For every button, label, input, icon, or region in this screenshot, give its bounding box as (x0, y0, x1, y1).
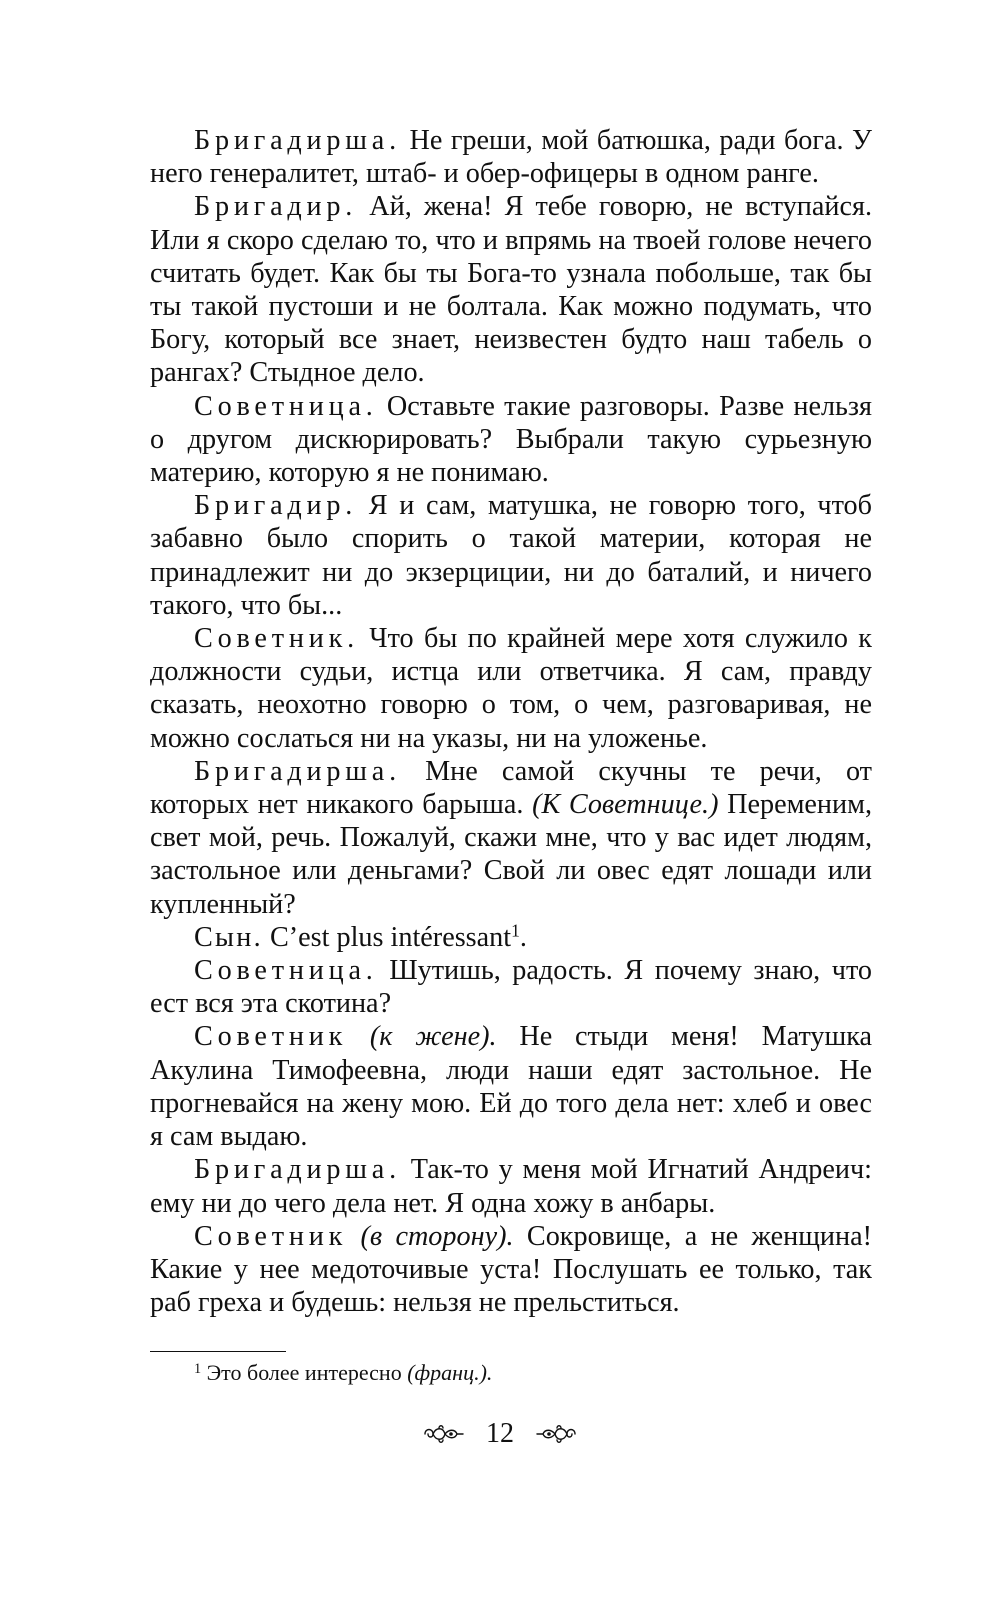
speaker-name: Бригадир. (194, 490, 358, 522)
footnote-language-note: (франц.). (407, 1360, 493, 1385)
dialogue-line (150, 755, 872, 921)
dialogue-text: C’est plus intéressant (262, 921, 512, 953)
dialogue-text: Не греши, мой батюшка, ради бога. У него генералитет, штаб- и обер-офицеры в одном ранге. (150, 125, 872, 190)
speaker-name: Советница. (194, 955, 378, 987)
dialogue-text: Шутишь, радость. Я почему знаю, что ест вся эта скотина? (150, 955, 872, 1020)
ornament-flourish-icon (535, 1423, 579, 1445)
page-body (150, 124, 872, 1319)
speaker-name: Советник (194, 1220, 348, 1252)
dialogue-line (150, 1020, 872, 1153)
speaker-name: Советник. (194, 623, 359, 655)
dialogue-line (150, 1220, 872, 1320)
footnote-text: Это более интересно (201, 1360, 408, 1385)
dialogue-line (150, 1153, 872, 1219)
dialogue-text: Не стыди меня! Матушка Акулина Тимофеевна, люди наши едят застольное. Не прогневайся на жену мою. Ей до того дела нет: хлеб и овес я сам выдаю. (150, 1021, 872, 1153)
dialogue-line (150, 954, 872, 1020)
dialogue-line (150, 124, 872, 190)
speaker-name: Бригадирша. (194, 125, 401, 156)
dialogue-text: Переменим, свет мой, речь. Пожалуй, скажи мне, что у вас идет людям, застольное или деньгами? Свой ли овес едят лошади или купленный? (150, 789, 872, 920)
speaker-name: Советница. (194, 390, 378, 422)
dialogue-line (150, 390, 872, 490)
dialogue-text: Что бы по крайней мере хотя служило к должности судьи, истца или ответчика. Я сам, правду сказать, неохотно говорю о том, о чем, разговаривая, не можно сослаться ни на указы, ни на уложенье. (150, 623, 872, 754)
stage-direction: (К Советнице.) (532, 789, 719, 821)
dialogue-line (150, 190, 872, 389)
dialogue-line (150, 489, 872, 622)
dialogue-text: Оставьте такие разговоры. Разве нельзя о другом дискюрировать? Выбрали такую сурьезную материю, которую я не понимаю. (150, 390, 872, 489)
footnote-marker: 1 (194, 1360, 202, 1377)
speaker-name: Сын. (194, 921, 263, 953)
footnote-divider (150, 1351, 286, 1352)
page-footer (0, 1415, 1000, 1451)
footnote (194, 1359, 492, 1387)
dialogue-text: Мне самой скучны те речи, от которых нет никакого барыша. (150, 755, 872, 821)
speaker-name: Бригадирша. (194, 755, 401, 787)
dialogue-line (150, 921, 872, 954)
dialogue-text: Сокровище, а не женщина! Какие у нее медоточивые уста! Послушать ее только, так раб греха и будешь: нельзя не прельститься. (150, 1220, 873, 1319)
speaker-name: Бригадир. (194, 191, 358, 223)
dialogue-text: Так-то у меня мой Игнатий Андреич: ему ни до чего дела нет. Я одна хожу в анбары. (150, 1154, 872, 1219)
footnote-reference[interactable]: 1 (511, 920, 520, 941)
dialogue-text: Ай, жена! Я тебе говорю, не вступайся. Или я скоро сделаю то, что и впрямь на твоей голове нечего считать будет. Как бы ты Бога-то узнала побольше, так бы ты такой пустоши и не болтала. Как можно подумать, что Богу, который все знает, неизвестен будто наш табель о рангах? Стыдное дело. (150, 191, 872, 389)
dialogue-text: Я и сам, матушка, не говорю того, чтоб забавно было спорить о такой материи, которая не принадлежит ни до экзерциции, ни до баталий, и ничего такого, что бы... (150, 490, 872, 621)
dialogue-text-end: . (519, 921, 527, 953)
stage-direction: (к жене). (347, 1021, 497, 1053)
dialogue-line (150, 622, 872, 755)
speaker-name: Бригадирша. (194, 1154, 401, 1186)
stage-direction: (в сторону). (347, 1220, 514, 1252)
speaker-name: Советник (194, 1021, 348, 1053)
ornament-flourish-icon (421, 1423, 465, 1445)
page-number: 12 (486, 1417, 514, 1449)
